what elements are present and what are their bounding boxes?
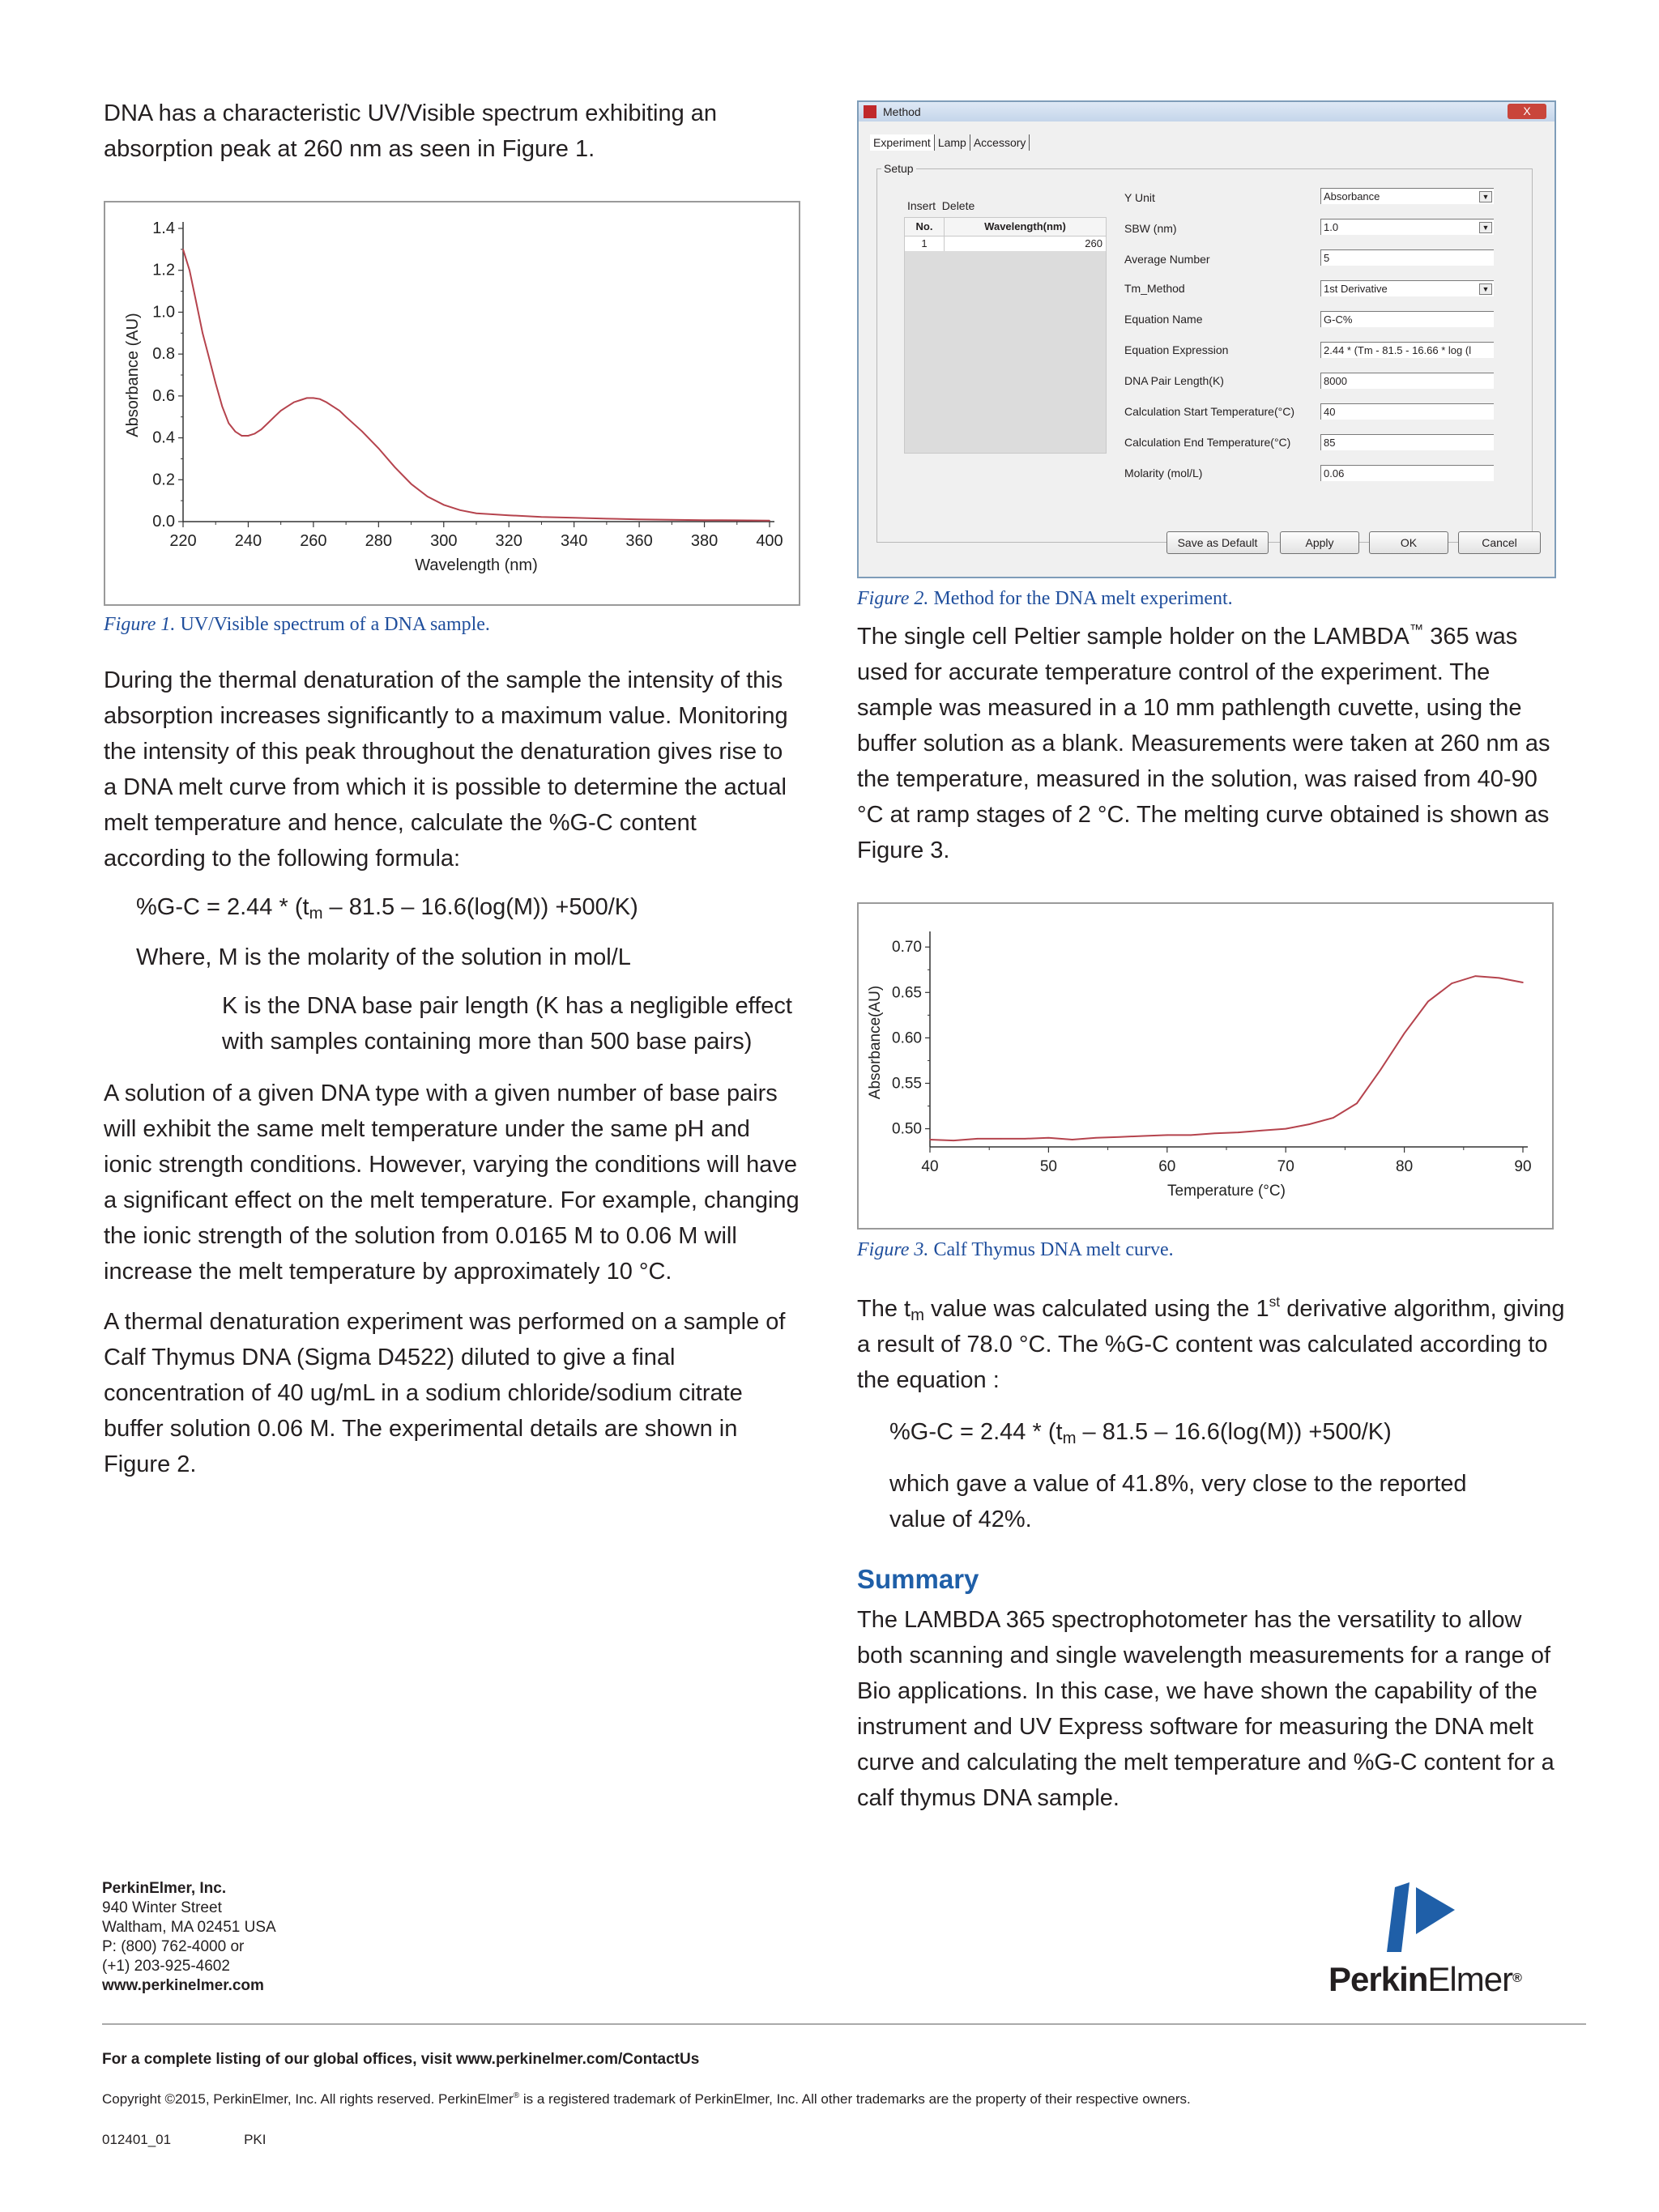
method-dialog — [857, 100, 1556, 578]
data-point — [280, 410, 282, 411]
figure-1-chart — [105, 202, 799, 604]
perkinelmer-logo-icon — [1377, 1871, 1474, 1960]
x-tick-label: 40 — [921, 1158, 939, 1175]
data-point — [769, 520, 770, 522]
dialog-tabs — [870, 134, 1030, 151]
data-point — [345, 416, 347, 418]
x-tick-label: 220 — [169, 532, 197, 550]
data-point — [1451, 982, 1452, 984]
data-point — [1499, 978, 1500, 979]
y-tick-label: 0.0 — [152, 513, 175, 531]
data-point — [189, 270, 190, 271]
y-tick-label: 0.50 — [892, 1120, 922, 1138]
label-calc-start-temp: Calculation Start Temperature(°C) — [1124, 405, 1294, 418]
data-point — [261, 428, 262, 430]
data-point — [476, 513, 477, 514]
tab-accessory[interactable]: Accessory — [970, 134, 1030, 151]
figure-3-caption — [857, 1238, 1570, 1262]
x-tick-label: 280 — [365, 532, 393, 550]
peltier-paragraph: The single cell Peltier sample holder on the LAMBDA™ 365 was used for accurate temperature control of the experiment. The sample was measured in a 10 mm pathlength cuvette, using the buffer solution as a blank. Measurements were taken at 260 nm as the temperature, measured in the solution, was raised from 40-90 °C at ramp stages of 2 °C. The melting curve obtained is shown as Figure 3. — [857, 620, 1550, 863]
data-point — [411, 484, 412, 485]
dna-pair-length-input[interactable]: 8000 — [1320, 373, 1494, 389]
data-point — [977, 1138, 979, 1140]
y-tick-label: 0.8 — [152, 345, 175, 364]
y-tick-label: 1.2 — [152, 261, 175, 279]
data-point — [254, 433, 256, 435]
k-definition: K is the DNA base pair length (K has a negligible effect with samples containing more than 500 base pairs) — [222, 993, 792, 1055]
chevron-down-icon[interactable]: ▼ — [1479, 191, 1492, 202]
footer-divider — [102, 2023, 1586, 2025]
data-point — [459, 509, 461, 511]
label-sbw: SBW (nm) — [1124, 222, 1177, 235]
data-point — [606, 518, 608, 520]
equation-expression-input[interactable]: 2.44 * (Tm - 81.5 - 16.66 * log (l — [1320, 342, 1494, 358]
delete-link[interactable]: Delete — [941, 199, 975, 212]
figure-2-caption — [857, 586, 1570, 611]
y-axis-label: Absorbance(AU) — [867, 985, 884, 1100]
data-point — [1000, 1138, 1002, 1140]
summary-heading: Summary — [857, 1564, 979, 1594]
equation-name-input[interactable]: G-C% — [1320, 311, 1494, 327]
label-equation-expression: Equation Expression — [1124, 343, 1229, 356]
data-point — [1427, 1001, 1429, 1003]
setup-label: Setup — [881, 162, 916, 175]
data-point — [361, 431, 363, 433]
data-point — [394, 467, 396, 468]
y-tick-label: 1.0 — [152, 303, 175, 322]
data-point — [1190, 1135, 1192, 1136]
y-tick-label: 0.65 — [892, 984, 922, 1002]
tab-lamp[interactable]: Lamp — [935, 134, 970, 151]
table-actions — [907, 199, 975, 212]
figure-3-chart — [859, 904, 1552, 1228]
data-point — [1356, 1102, 1358, 1104]
table-row[interactable] — [905, 237, 1106, 251]
data-point — [241, 435, 243, 437]
app-icon — [864, 105, 876, 118]
y-unit-select[interactable]: Absorbance ▼ — [1320, 188, 1494, 204]
data-point — [1024, 1138, 1026, 1140]
molarity-input[interactable]: 0.06 — [1320, 465, 1494, 481]
perkinelmer-logo — [1328, 1863, 1596, 2001]
column-header-no: No. — [905, 218, 945, 236]
insert-link[interactable]: Insert — [907, 199, 936, 212]
x-tick-label: 50 — [1039, 1158, 1057, 1175]
label-dna-pair-length: DNA Pair Length(K) — [1124, 374, 1224, 387]
figure-3-label: Figure 3. — [857, 1239, 929, 1260]
left-column — [104, 96, 800, 1482]
data-point — [1095, 1137, 1097, 1139]
x-tick-label: 360 — [625, 532, 653, 550]
data-point — [1143, 1136, 1145, 1137]
data-point — [1309, 1123, 1311, 1125]
column-header-wavelength: Wavelength(nm) — [984, 220, 1066, 232]
ok-button[interactable]: OK — [1369, 531, 1448, 554]
wavelength-table — [904, 217, 1107, 454]
data-point — [1119, 1136, 1120, 1138]
company-address — [102, 1879, 276, 1996]
x-tick-label: 80 — [1396, 1158, 1414, 1175]
cancel-button[interactable]: Cancel — [1458, 531, 1541, 554]
data-point — [339, 410, 340, 411]
data-point — [332, 406, 334, 407]
x-tick-label: 70 — [1277, 1158, 1294, 1175]
data-point — [508, 514, 510, 516]
x-axis-label: Temperature (°C) — [1167, 1183, 1286, 1200]
calc-end-temp-input[interactable]: 85 — [1320, 434, 1494, 450]
tab-experiment[interactable]: Experiment — [870, 134, 935, 151]
data-point — [287, 406, 288, 407]
data-point — [221, 406, 223, 407]
address-city: Waltham, MA 02451 USA — [102, 1919, 276, 1936]
dialog-titlebar — [859, 102, 1555, 121]
figure-3-text: Calf Thymus DNA melt curve. — [928, 1239, 1174, 1260]
dialog-title: Method — [883, 105, 921, 118]
figure-2-text: Method for the DNA melt experiment. — [928, 588, 1233, 609]
data-point — [215, 383, 216, 385]
label-average-number: Average Number — [1124, 253, 1210, 266]
data-point — [1166, 1135, 1168, 1136]
solution-paragraph: A solution of a given DNA type with a given number of base pairs will exhibit the same melt temperature under the same pH and ionic strength conditions. However, varying the conditions will have a significant effect on the melt temperature. For example, changing the ionic strength of the solution from 0.0165 M to 0.06 M will increase the melt temperature by approximately 10 °C. — [104, 1080, 800, 1285]
data-point — [326, 402, 327, 403]
y-tick-label: 0.70 — [892, 939, 922, 957]
data-point — [704, 519, 706, 521]
data-point — [378, 448, 380, 450]
right-column — [857, 100, 1570, 1816]
data-point — [248, 435, 249, 437]
x-tick-label: 300 — [430, 532, 458, 550]
label-equation-name: Equation Name — [1124, 313, 1203, 326]
result-line: which gave a value of 41.8%, very close to the reported value of 42%. — [889, 1471, 1467, 1532]
formula-left: $\%G-C = 2.44 * (t_m - 81.5 - 16.6(\log(M)) +500/K)$ — [136, 894, 638, 923]
y-tick-label: 0.4 — [152, 428, 175, 447]
tm-paragraph: The $t_m$ value was calculated using the 1st derivative algorithm, giving a result of 78.0 °C. The %G-C content was calculated according to the equation : — [857, 1293, 1565, 1393]
label-calc-end-temp: Calculation End Temperature(°C) — [1124, 436, 1291, 449]
data-line — [183, 249, 770, 521]
document-number: 012401_01 PKI — [102, 2132, 267, 2147]
data-point — [443, 505, 445, 506]
data-point — [306, 398, 308, 399]
x-tick-label: 320 — [495, 532, 522, 550]
sbw-select[interactable]: 1.0 ▼ — [1320, 219, 1494, 235]
intro-paragraph: DNA has a characteristic UV/Visible spectrum exhibiting an absorption peak at 260 nm as seen in Figure 1. — [104, 100, 718, 162]
x-tick-label: 240 — [234, 532, 262, 550]
data-point — [1285, 1128, 1286, 1130]
data-point — [267, 423, 269, 424]
data-point — [1404, 1033, 1405, 1034]
apply-button[interactable]: Apply — [1280, 531, 1359, 554]
data-point — [228, 423, 230, 424]
data-point — [1072, 1139, 1073, 1140]
data-point — [313, 398, 314, 399]
y-tick-label: 0.6 — [152, 386, 175, 405]
chevron-down-icon[interactable]: ▼ — [1479, 283, 1492, 295]
data-point — [182, 249, 184, 250]
data-point — [195, 301, 197, 303]
data-point — [235, 431, 237, 433]
phone-1: P: (800) 762-4000 or — [102, 1938, 245, 1955]
x-tick-label: 90 — [1514, 1158, 1532, 1175]
data-point — [541, 517, 543, 518]
label-y-unit: Y Unit — [1124, 191, 1155, 204]
table-header — [905, 218, 1106, 237]
data-point — [1048, 1137, 1050, 1139]
chevron-down-icon[interactable]: ▼ — [1479, 222, 1492, 233]
denaturation-paragraph: During the thermal denaturation of the sample the intensity of this absorption increases significantly to a maximum value. Monitoring the intensity of this peak throughout the denaturation gives rise to a DNA melt curve from which it is possible to determine the actual melt temperature and hence, calculate the %G-C content according to the following formula: — [104, 667, 788, 872]
data-point — [208, 358, 210, 360]
save-as-default-button[interactable]: Save as Default — [1166, 531, 1269, 554]
tm-method-select[interactable]: 1st Derivative ▼ — [1320, 280, 1494, 296]
data-point — [574, 518, 575, 519]
x-tick-label: 380 — [690, 532, 719, 550]
data-point — [1214, 1132, 1216, 1134]
data-point — [1475, 975, 1477, 977]
y-axis-label: Absorbance (AU) — [124, 313, 142, 437]
figure-2-label: Figure 2. — [857, 588, 929, 609]
x-tick-label: 340 — [560, 532, 588, 550]
figure-1-label: Figure 1. — [104, 614, 176, 635]
label-tm-method: Tm_Method — [1124, 282, 1185, 295]
data-point — [638, 518, 640, 520]
average-number-input[interactable]: 5 — [1320, 249, 1494, 266]
figure-1-text: UV/Visible spectrum of a DNA sample. — [175, 614, 490, 635]
address-street: 940 Winter Street — [102, 1899, 222, 1916]
x-tick-label: 260 — [300, 532, 327, 550]
data-point — [274, 416, 275, 418]
data-point — [1261, 1130, 1263, 1132]
experiment-paragraph: A thermal denaturation experiment was performed on a sample of Calf Thymus DNA (Sigma D4522) diluted to give a final concentration of 40 ug/mL in a sodium chloride/sodium citrate buffer solution 0.06 M. The experimental details are shown in Figure 2. — [104, 1309, 786, 1477]
data-point — [1333, 1117, 1334, 1119]
data-point — [736, 520, 738, 522]
formula-right: $\%G-C = 2.44 * (t_m - 81.5 - 16.6(\log(M)) +500/K)$ — [889, 1419, 1392, 1448]
calc-start-temp-input[interactable]: 40 — [1320, 403, 1494, 420]
data-point — [929, 1139, 931, 1140]
y-tick-label: 1.4 — [152, 219, 175, 237]
x-axis-label: Wavelength (nm) — [415, 556, 538, 574]
data-point — [1238, 1132, 1239, 1133]
figure-1-box — [104, 201, 800, 606]
data-point — [672, 519, 673, 521]
data-point — [427, 496, 429, 497]
x-tick-label: 60 — [1158, 1158, 1176, 1175]
data-point — [953, 1140, 954, 1141]
x-tick-label: 400 — [756, 532, 783, 550]
label-molarity: Molarity (mol/L) — [1124, 467, 1203, 479]
where-line: Where, M is the molarity of the solution in mol/L — [136, 944, 631, 970]
offices-line: For a complete listing of our global offices, visit www.perkinelmer.com/ContactUs — [102, 2051, 700, 2068]
data-point — [319, 399, 321, 400]
figure-1-caption — [104, 612, 800, 637]
figure-3-box — [857, 902, 1554, 1230]
data-point — [1380, 1069, 1382, 1071]
y-tick-label: 0.55 — [892, 1075, 922, 1093]
data-point — [1522, 982, 1524, 983]
summary-paragraph: The LAMBDA 365 spectrophotometer has the versatility to allow both scanning and single wavelength measurements for a range of Bio applications. In this case, we have shown the capability of the instrument and UV Express software for measuring the DNA melt curve and calculating the melt temperature and %G-C content for a calf thymus DNA sample. — [857, 1607, 1555, 1811]
data-point — [202, 332, 203, 334]
data-point — [293, 402, 295, 403]
row-no: 1 — [905, 237, 945, 251]
logo-wordmark: PerkinElmer® — [1328, 1960, 1521, 1998]
copyright-line: Copyright ©2015, PerkinElmer, Inc. All rights reserved. PerkinElmer® is a registered trademark of PerkinElmer, Inc. All other trademarks are the property of their respective owners. — [102, 2091, 1191, 2107]
y-tick-label: 0.2 — [152, 471, 175, 489]
company-name: PerkinElmer, Inc. — [102, 1880, 227, 1897]
phone-2: (+1) 203-925-4602 — [102, 1958, 230, 1975]
website-link[interactable]: www.perkinelmer.com — [102, 1977, 264, 1994]
data-line — [930, 976, 1523, 1140]
close-icon[interactable]: X — [1508, 104, 1546, 119]
row-wavelength[interactable]: 260 — [1085, 237, 1102, 249]
y-tick-label: 0.60 — [892, 1029, 922, 1047]
data-point — [300, 399, 301, 401]
